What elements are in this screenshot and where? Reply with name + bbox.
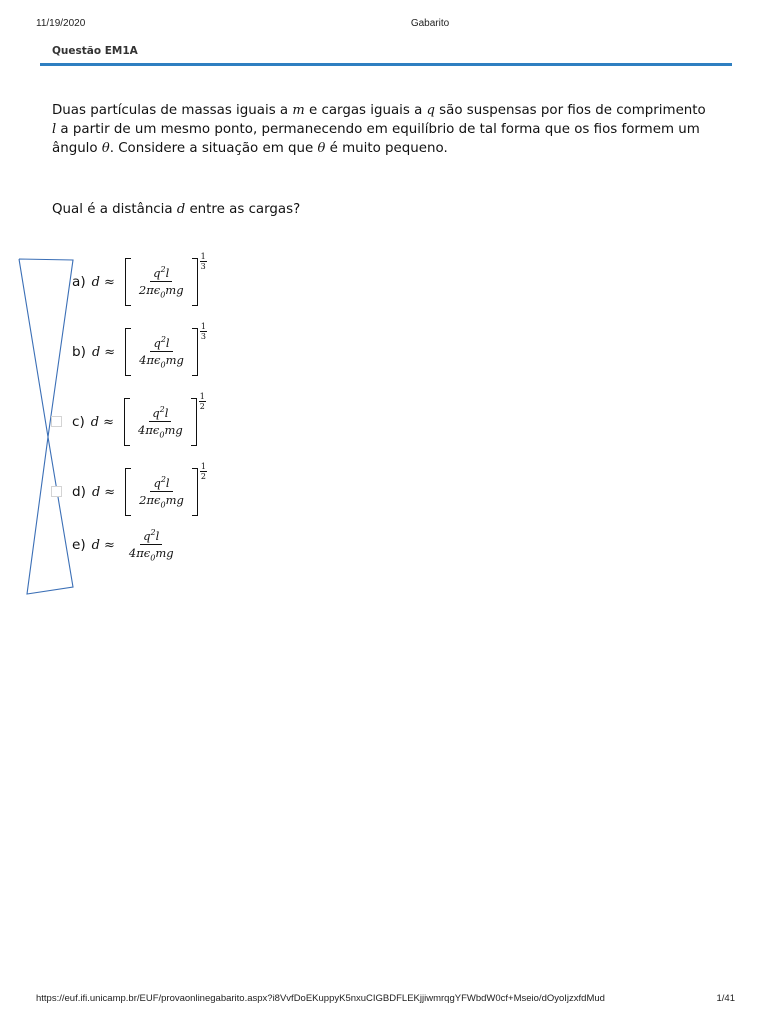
question-statement: [52, 101, 732, 158]
left-bracket: [125, 468, 131, 516]
math-lhs: d: [91, 274, 100, 290]
math-var-d: d: [176, 202, 186, 217]
fraction-denominator: $4\pi\epsilon_0mg$: [138, 422, 183, 440]
approx-symbol: ≈: [103, 414, 115, 430]
statement-text: e cargas iguais a: [304, 103, 427, 118]
question-prompt: [52, 202, 732, 217]
fraction-numerator: $q^2l$: [149, 405, 171, 422]
exponent: 1 2: [200, 462, 206, 481]
right-bracket: [192, 468, 198, 516]
left-bracket: [124, 398, 130, 446]
option-letter: e): [72, 537, 86, 553]
fraction-denominator: $2\pi\epsilon_0mg$: [138, 282, 184, 300]
option-b[interactable]: [72, 322, 207, 377]
option-c-formula: [90, 392, 206, 446]
left-bracket: [125, 258, 131, 306]
exponent: 1 3: [200, 252, 206, 271]
math-lhs: d: [91, 344, 101, 360]
print-title: Gabarito: [410, 18, 450, 29]
fraction-numerator: $q^2l$: [150, 265, 172, 282]
math-lhs: d: [90, 414, 100, 430]
statement-text: Duas partículas de massas iguais a: [52, 103, 293, 118]
right-bracket: [191, 398, 197, 446]
option-e-formula: [92, 528, 182, 562]
math-lhs: d: [91, 484, 101, 500]
statement-text: é muito pequeno.: [325, 141, 448, 156]
option-d-formula: [91, 462, 207, 516]
print-date: 11/19/2020: [36, 18, 86, 29]
right-bracket: [192, 328, 198, 376]
option-letter: b): [72, 344, 86, 360]
page-url: https://euf.ifi.unicamp.br/EUF/provaonlinegabarito.aspx?i8VvfDoEKuppyK5nxuCIGBDFLEKjjiwmrqgYFWbdW0cf+Mseio/dOyoIjzxfdMud: [36, 993, 605, 1004]
option-a-formula: [91, 252, 207, 306]
fraction: [126, 528, 177, 562]
fraction-denominator: $4\pi\epsilon_0mg$: [139, 352, 184, 370]
statement-text: são suspensas por fios de comprimento: [434, 103, 706, 118]
question-text: Qual é a distância: [52, 202, 177, 217]
fraction-numerator: $q^2l$: [150, 335, 172, 352]
exponent: 1 3: [200, 322, 206, 341]
fraction-denominator: $2\pi\epsilon_0mg$: [139, 492, 184, 510]
statement-text: a partir de um mesmo ponto, permanecendo em equilíbrio de tal forma que os fios formem um ângulo: [52, 122, 700, 156]
fraction-numerator: $q^2l$: [140, 528, 162, 545]
approx-symbol: ≈: [104, 484, 116, 500]
fraction-denominator: $4\pi\epsilon_0mg$: [128, 545, 174, 563]
math-var-m: m: [292, 103, 305, 118]
math-var-theta: θ: [317, 141, 326, 156]
approx-symbol: ≈: [103, 274, 115, 290]
option-b-formula: [91, 322, 207, 376]
exponent: 1 2: [199, 392, 205, 411]
option-letter: c): [72, 414, 85, 430]
left-bracket: [125, 328, 131, 376]
option-letter: d): [72, 484, 86, 500]
fraction-numerator: $q^2l$: [150, 475, 172, 492]
fraction: [136, 335, 187, 369]
approx-symbol: ≈: [104, 344, 116, 360]
math-var-l: l: [52, 122, 57, 137]
hourglass-outline-icon: [18, 255, 78, 597]
fraction: [136, 475, 187, 509]
fraction: [136, 265, 187, 299]
statement-text: . Considere a situação em que: [109, 141, 318, 156]
right-bracket: [192, 258, 198, 306]
fraction: [135, 405, 186, 439]
header-divider: [40, 63, 732, 66]
option-d-checkbox[interactable]: [51, 486, 62, 497]
math-lhs: d: [91, 537, 100, 553]
print-header: [0, 16, 768, 32]
question-label: Questão EM1A: [52, 45, 138, 57]
option-a[interactable]: [72, 252, 207, 307]
option-letter: a): [72, 274, 86, 290]
math-var-theta: θ: [101, 141, 110, 156]
option-d[interactable]: [72, 462, 207, 517]
option-c[interactable]: [72, 392, 206, 447]
math-var-q: q: [426, 103, 435, 118]
option-e[interactable]: [72, 520, 182, 570]
approx-symbol: ≈: [104, 537, 115, 553]
option-c-checkbox[interactable]: [51, 416, 62, 427]
question-text: entre as cargas?: [185, 202, 301, 217]
page-number: 1/41: [716, 993, 735, 1004]
